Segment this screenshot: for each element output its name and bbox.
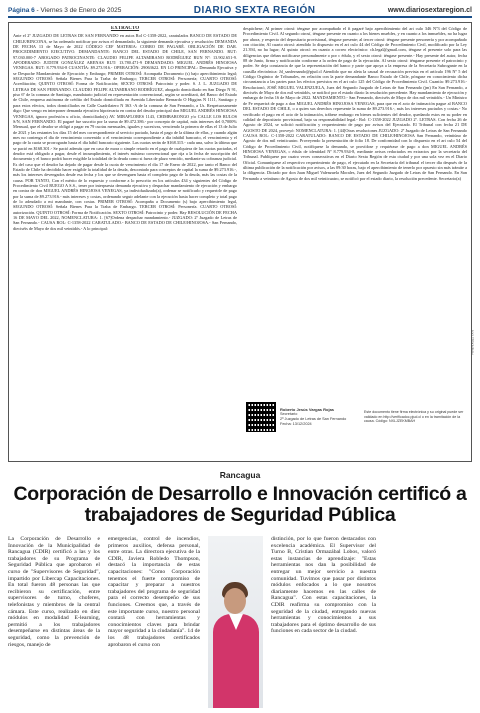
article-column-1: La Corporación de Desarrollo e Innovación de la Municipalidad de Rancagua (CDIR) certificó a las y los trabajadores de su Programa de Seguridad Pública que aprobaron el curso de "Supervisores de Seguridad", impartido por Libercap Capacitaciones. En total fueron 48 personas las que recibieron su certificación, entre supervisores de turno, choferes, telefonistas y miembros de la central cámara. Este curso, realizado en diez módulos en modalidad E-learning, permitió a los trabajadores desempeñarse en distintas áreas de la seguridad, como la prevención de riesgos, manejo de — [8, 536, 100, 648]
signature-date: Fecha: 13/12/2024 — [280, 421, 312, 426]
page-header — [8, 4, 472, 18]
issue-date: Viernes 3 de Enero de 2025 — [40, 6, 122, 14]
article-headline: Corporación de Desarrollo e Innovación certificó a trabajadores de Seguridad Pública — [13, 483, 467, 526]
qr-code-icon — [246, 402, 276, 432]
notice-text-left: Ante el 2º JUZGADO DE LETRAS DE SAN FERNANDO en autos Rol C-1358-2022, caratulados BANCO DE ESTADO DE CHILE/RINCONA, se ha ordenado notificar por avisos el demandado, la siguiente demanda ejecutiva y resolución: DEMANDA DE FECHA 13 de Mayo de 2022 CÓDIGO CEF MATERIA: COBRO DE PAGARÉ. OBLIGACIÓN DE DAR. PROCEDIMIENTO EJECUTIVO. DEMANDANTE: BANCO DEL ESTADO DE CHILE, SAN FERNANDO. RUT: 97.030.000-7 ABOGADO PATROCINANTE: CLAUDIO FELIPE ALTAMIRANO RODRÍGUEZ RUN Nº: 13.902.651-9. APODERADO: JUDITH GONZÁLEZ ARENAS RUT: 13.780.471-9 DEMANDADO: MIGUEL ANDRÉS HINOJOSA VENEGAS. RUT: 8.779.934-8 CUANTÍA: $9.273.916.- OPERACIÓN: 29063622. EN LO PRINCIPAL: Demanda Ejecutiva y se Despache Mandamiento de Ejecución y Embargo; PRIMER OTROSÍ: Acompaña Documento (s) bajo apercibimiento legal; SEGUNDO OTROSÍ: Señala Bienes Para la Traba de Embargo; TERCER OTROSÍ: Personería; CUARTO OTROSÍ: Acreditación; QUINTO OTROSÍ: Forma de Notificación; SEXTO OTROSÍ: Patrocinio y poder. S. J. L. JUZGADO DE LETRAS DE SAN FERNANDO. CLAUDIO FELIPE ALTAMIRANO RODRÍGUEZ, abogado domiciliado en San Diego N 91, piso 6º de la comuna de Santiago, mandatario judicial en representación convencional, según se acreditará, del Banco del Estado de Chile, empresa autónoma de crédito del Estado domiciliada en Avenida Libertador Bernardo O Higgins N 1111, Santiago y para estos efectos, todos domiciliados en Calle Cuadrilatero N 363 -A de la comuna de San Fernando, a Us. Respetuosamente digo: Que vengo en interponer demanda ejecutiva hipotecaria en contra del deudor principal don MIGUEL ANDRÉS HINOJOSA VENEGAS, ignoro profesión u oficio, domiciliado(s) AV. MIRAFLORES 1143, CHIMBARONGO y/o CALLE LOS RULOS S/N, SAN FERNANDO. El pagaré fue suscrito por la suma de $9.472.386.- por concepto de capital, más intereses del 0,7000% Mensual, que el deudor se obligó a pagar en 79 cuotas mensuales, iguales y sucesivas, venciendo la primera de ellas el 13 de Julio de 2021 y las restantes los días 15 del mes correspondiente al servicio pactado, hasta el pago de la última de ellas, y cuando algún mes no contenga el día de vencimiento convenido o el vencimiento correspondiente a día inhábil bancario, el vencimiento y el pago de la cuota se prorrogarán hasta el día hábil bancario siguiente. Las cuotas serán de $168.315.- cada una, salvo la última que se pactó en $168.301.- Se pactó además que en caso de mora o simple retardo en el pago de cualquiera de las cuotas pactadas, el deudor está obligado a pagar, desde el incumplimiento, el interés máximo convencional que rija a la fecha de suscripción del documento y el banco podrá hacer exigible la totalidad de la deuda como si fuera de plazo vencido, mediante su cobranza judicial. Es del caso que el deudor ha dejado de pagar desde la cuota de vencimiento el día 17 de Enero de 2022, por tanto el Banco del Estado de Chile ha decidido hacer exigible la totalidad de la deuda, descontado para conceptos de capital la suma de $9.273.916.-, más los intereses devengados desde esa fecha y los que se devenguen hasta el completo pago de la deuda, más las costas de la causa. POR TANTO, Con el mérito de lo expuesto y conforme a lo prescrito en los artículos 434 y siguientes del Código de Procedimiento Civil RUEGO A S.S., tener por interpuesta demanda ejecutiva y despachar mandamiento de ejecución y embargo en contra de don MIGUEL ANDRÉS HINOJOSA VENEGAS, ya individualizado(a), ordenar se notificarlo y requerirle de pago por la suma de $9.273.916.- más intereses y costas, ordenando seguir adelante con la ejecución hasta hacer completo y total pago de lo adeudado a mi mandante, con costas. PRIMER OTROSÍ: Acompaña a Documento (s) bajo apercibimiento legal, SEGUNDO OTROSÍ: Señala Bienes Para la Traba de Embargo. TERCER OTROSÍ: Personería. CUARTO OTROSÍ: autorización. QUINTO OTROSÍ: Forma de Notificación. SEXTO OTROSÍ: Patrocinio y poder. Hay RESOLUCIÓN DE FECHA 16 DE MAYO DEL 2022, NOMENCLATURA: 1. [67]Ordena despachar mandamiento.- JUZGADO: 2º Juzgado de Letras de San Fernando.- CAUSA ROL: C-1358-2022 CARATULADO.- BANCO DE ESTADO DE CHILE/HINOJOSA.- San Fernando, dieciséis de Mayo de dos mil veintidós.- A lo principal: — [13, 33, 237, 231]
notice-text-right: despáchese; Al primer otrosí: téngase por acompañado el ft pagaré bajo apercibimiento del art culo 346 Nº3 del Código de Procedimiento Civil. Al segundo otrosí, téngase presente en cuanto a los bienes muebles, y en cuanto a los inmuebles, no ha lugar por ahora, y respecto del depositario provisional, téngase presente; al tercer otrosí: téngase presente personería y por acompañado con citación; Al cuarto otrosí: atendido lo dispuesto en el art culo 44 del Código de Procedimiento Civil, modificado por la Ley 21.394, no ha lugar; Al quinto otrosí: en cuanto a correo electrónico: ch.legal@gmail.com, téngase el presente solo para las diligencias que deban notificarse personalmente o por c édula, y el sexto otrosí: téngase presente.- Hay presente del autor, fecha 08 de Junio, firma y notificación conforme a la orden de pago de la ejecución. Al sexto otrosí: ténganse presente el patrocinio y poder. Se deja constancia de que la representación del banco y parte que apoya a la empresa de la Secretaría Subrogante en la causilla electrónica: Jd_sanfernando@pjud.cl Atendido que no aleta la causal de recusación prevista en el artículo 196 Nº 5 del Código Orgánico de Tribunales, en relación con la parte demandante Banco Estado de Chile, póngase en conocimiento dicha circunstancia a las partes para los efectos previstos en el art culo 125 del Código de Procedimiento Civil. Cuantía: $9.273.916.- Resolucionó, JOSÉ MIGUEL VALENZUELA, Juez del Segundo Juzgado de Letras de San Fernando (jm) En San Fernando, a dieciséis de Mayo de dos mil veintidós, se notificó por el estado diario la resolución precedente. Hay mandamiento de ejecución y embargo de fecha 16 de Mayo de 2022. MANDAMIENTO.- San Fernando, dieciséis de Mayo de dos mil veintidós.- Un Ministro de Fe requerirá de pago a don MIGUEL ANDRÉS HINOJOSA VENEGAS, para que en el acto de intimación pague al BANCO DEL ESTADO DE CHILE, o a quien sus derechos represente la suma de $9.273.916.-, más los intereses pactados y costas.- No verificado el pago en el acto de la intimación, trábese embargo en bienes suficientes del deudor, quedando estos en su poder en calidad de depositario provisional, bajo su responsabilidad legal.- Rol: C-1358-2022 JUZGADO 2º. LETRAS. Con fecha 26 de Agosto de 2024, se solicitó notificación y requerimiento de pago por avisos del Ejecutado. El Tribunal con fecha 21 DE AGOSTO DE 2024, proveyó: NOMENCLATURA: 1. [44]Otras resoluciones JUZGADO: 2º Juzgado de Letras de San Fernando CAUSA ROL: C-1358-2022 CARATULADO: BANCO DE ESTADO DE CHILE/HINOJOSA San Fernando, veintiúno de Agosto de dos mil veinticuatro. Proveyendo la presentación de folio 18. De conformidad con lo dispuesto en el art culo 54 del Código de Procedimiento Civil, notifíquese la demanda, se provídose y requiérase de pago a don MIGUEL ANDRÉS HINOJOSA VENEGAS, c édula de identidad Nº 8.779.934-8, mediante avisos redactados en extractos por la secretaría del Tribunal. Publíquese por cuatro veces consecutivas en el Diario Sexta Región de esta ciudad y por una sola vez en el Diario Oficial. Comuníquese al respectivo requerimiento de pago, el ejecutado en la Secretaría del tribunal el tercer día después de la última publicación de la notificación por avisos, a las 09:30 horas, bajo el apercibimiento de tenerlo por opuesto sin más trámite a la diligencia. Dictado por don Juan Miguel Valenzuela Morales, Juez del Segundo Juzgado de Letras de San Fernando. En San Fernando a veintiuno de Agosto de dos mil veinticuatro, se notificó por el estado diario, la resolución precedente. Secretario(a) — [243, 26, 467, 181]
page-number: Página 6 — [8, 6, 35, 14]
newspaper-website[interactable]: www.diariosextaregion.cl — [387, 6, 472, 14]
signer-role: Secretario — [280, 412, 298, 417]
person-body-shape — [213, 614, 259, 708]
person-head-shape — [224, 588, 246, 614]
section-label: Rancagua — [219, 470, 261, 480]
notice-column-left — [13, 26, 237, 458]
signature-info — [280, 408, 360, 426]
legal-notice — [8, 22, 472, 462]
signature-block — [246, 398, 468, 436]
article-body — [8, 536, 472, 708]
article-column-2: emergencias, control de incendios, primeros auxilios, defensa personal, entre otras. La directora ejecutiva de la CDIR, Javiera Robledo Thompson, destacó la importancia de estas capacitaciones: "Como Corporación tenemos el fuerte compromiso de capacitar y preparar a nuestros trabajadores del programa de seguridad para el correcto desempeño de sus funciones. Creemos que, a través de este importante curso, nuestro personal contará con herramientas y conocimientos claves para brindar mayor seguridad a la ciudadanía". 14 de los 48 trabajadores certificados aprobaron el curso con — [108, 536, 200, 648]
page-date-line: Página 6 - Viernes 3 de Enero de 2025 — [8, 6, 122, 14]
document-side-code: NXLJZEKMBAH — [470, 330, 474, 355]
notice-heading: EXTRACTO — [110, 26, 140, 31]
signer-court: 2º Juzgado de Letras de San Fernando — [280, 417, 347, 421]
article-photo — [208, 536, 263, 708]
signer-name: Roberto Jesús Vargas Rojas — [280, 406, 335, 412]
article-column-3: distinción, por lo que fueron destacados con excelencia académica. El Supervisor del Turno B, Cristian Ormazábal Lobos, valoró estas instancias de aprendizaje: "Estas herramientas nos dan la posibilidad de entregar un mejor servicio a nuestra comunidad. Tuvimos que pasar por distintos módulos enfocados a lo que nosotros diariamente hacemos en las calles de Rancagua". Con estas capacitaciones, la CDIR reafirma su compromiso con la seguridad de la ciudad, entregando nuevas herramientas y conocimientos a sus trabajadores para el óptimo desarrollo de sus funciones en cada sector de la ciudad. — [271, 536, 376, 635]
notice-column-right — [243, 26, 467, 458]
verification-text: Este documento tiene firma electrónica y su original puede ser validado en http://verificadoc.pjud.cl o en la tramitación de la causa. Código: NXLJZEKMBAH — [364, 410, 464, 424]
newspaper-title: DIARIO SEXTA REGIÓN — [193, 4, 316, 16]
